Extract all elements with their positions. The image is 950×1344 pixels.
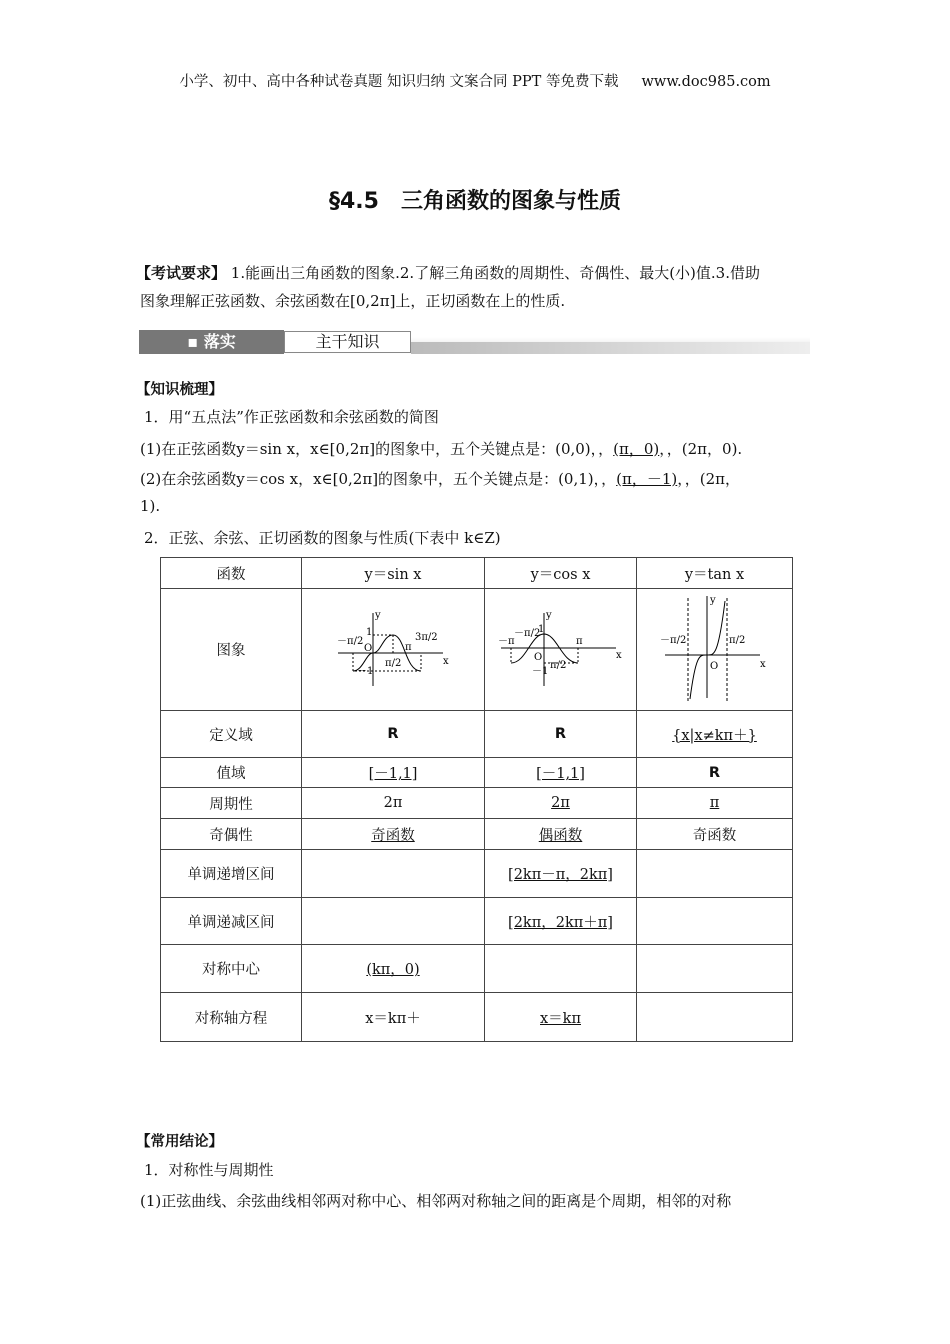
cell	[302, 758, 485, 788]
graph-label: 图象	[161, 589, 302, 711]
lbl: 1	[537, 623, 544, 635]
lbl: y	[375, 609, 381, 621]
properties-table	[160, 557, 793, 1042]
cos-points	[140, 468, 740, 489]
cell	[485, 819, 637, 850]
lbl: x	[443, 655, 449, 667]
section2-line1: (1)正弦曲线、余弦曲线相邻两对称中心、相邻两对称轴之间的距离是个周期，相邻的对称	[140, 1192, 732, 1210]
page-header	[0, 70, 950, 91]
cell-answer: [－1,1]	[536, 766, 585, 782]
cell	[637, 788, 793, 819]
answer: (π，0)	[613, 440, 660, 458]
cell: R	[637, 758, 793, 788]
lbl: y	[709, 594, 716, 606]
cell: 奇函数	[637, 819, 793, 850]
cell: 值域	[161, 758, 302, 788]
cell	[302, 850, 485, 898]
cell: 对称中心	[161, 945, 302, 993]
lbl: π/2	[728, 634, 745, 646]
lbl: 3π/2	[415, 631, 438, 643]
th: y＝sin x	[302, 558, 485, 589]
cos-graph-svg	[496, 608, 626, 688]
cell	[302, 945, 485, 993]
cell-answer: {x|x≠kπ＋}	[672, 727, 757, 744]
cell-answer: x＝kπ	[540, 1010, 581, 1027]
banner-bar	[411, 342, 810, 354]
sin-graph-svg	[333, 608, 453, 688]
cell: 单调递减区间	[161, 898, 302, 945]
sin-points	[140, 438, 742, 459]
t: y＝cos x，x∈[0,2π]的图象中，五个关键点是：(0,1)，，	[236, 470, 617, 488]
lbl: －π/2	[337, 635, 364, 647]
t: (1)在正弦函数	[140, 440, 237, 458]
cell	[302, 819, 485, 850]
cell: 定义域	[161, 711, 302, 758]
answer: (π，－1)	[616, 470, 678, 488]
cell	[485, 850, 637, 898]
cell	[637, 898, 793, 945]
lbl: π/2	[385, 657, 402, 669]
item1: 1．用“五点法”作正弦函数和余弦函数的简图	[144, 408, 439, 426]
cell	[485, 898, 637, 945]
th: y＝cos x	[485, 558, 637, 589]
header-url: www.doc985.com	[641, 74, 771, 90]
tan-graph	[637, 589, 793, 711]
cell	[637, 945, 793, 993]
cell-answer: 2π	[551, 795, 570, 811]
section2-label: 【常用结论】	[136, 1134, 223, 1150]
requirements-line1: 1.能画出三角函数的图象.2.了解三角函数的周期性、奇偶性、最大(小)值.3.借助	[230, 264, 760, 282]
cell: 奇偶性	[161, 819, 302, 850]
lbl: －1	[357, 665, 374, 677]
cell: 2π	[302, 788, 485, 819]
lbl: x	[615, 649, 622, 661]
lbl: －π/2	[513, 627, 540, 639]
section1-label: 【知识梳理】	[136, 382, 223, 398]
lbl: x	[759, 658, 766, 670]
lbl: y	[545, 609, 552, 621]
t: ，，(2π，0).	[659, 440, 743, 458]
section2-item1: 1．对称性与周期性	[144, 1161, 274, 1179]
lbl: O	[364, 642, 373, 654]
cell	[637, 711, 793, 758]
lbl: π	[575, 635, 583, 647]
requirements	[136, 262, 760, 283]
lbl: －1	[531, 665, 548, 677]
cell-answer: π	[709, 795, 720, 811]
cell	[485, 993, 637, 1042]
cell-answer: (kπ，0)	[366, 962, 420, 978]
th: 函数	[161, 558, 302, 589]
banner-left: ▪ 落实	[139, 330, 284, 354]
cell-answer: 奇函数	[371, 827, 415, 844]
cell	[637, 850, 793, 898]
t: (2)在余弦函数	[140, 470, 237, 488]
cell: x＝kπ＋	[302, 993, 485, 1042]
cell	[485, 945, 637, 993]
lbl: 1	[366, 626, 373, 638]
page-title: §4.5 三角函数的图象与性质	[329, 189, 621, 214]
requirements-line2: 图象理解正弦函数、余弦函数在[0,2π]上，正切函数在上的性质.	[140, 292, 566, 310]
cell: 周期性	[161, 788, 302, 819]
lbl: －π/2	[659, 634, 686, 646]
tan-graph-svg	[660, 593, 770, 703]
cell	[302, 898, 485, 945]
cell-answer: 偶函数	[538, 827, 583, 844]
lbl: O	[709, 660, 718, 672]
cos-graph	[485, 589, 637, 711]
lbl: －π	[497, 635, 515, 647]
requirements-label: 【考试要求】	[136, 264, 227, 282]
cell	[485, 758, 637, 788]
header-text: 小学、初中、高中各种试卷真题 知识归纳 文案合同 PPT 等免费下载	[179, 74, 619, 90]
cell	[485, 788, 637, 819]
cell	[637, 993, 793, 1042]
cell-answer: [2kπ－π，2kπ]	[508, 867, 613, 883]
cell: R	[485, 711, 637, 758]
section-banner	[139, 330, 810, 354]
lbl: O	[533, 651, 542, 663]
cos-points-cont: 1).	[140, 497, 161, 515]
cell: R	[302, 711, 485, 758]
item2: 2．正弦、余弦、正切函数的图象与性质(下表中 k∈Z)	[144, 529, 501, 547]
banner-right: 主干知识	[284, 331, 411, 353]
cell: 单调递增区间	[161, 850, 302, 898]
cell: 对称轴方程	[161, 993, 302, 1042]
lbl: π/2	[549, 659, 566, 671]
cell-answer: [2kπ，2kπ＋π]	[508, 914, 613, 931]
t: y＝sin x，x∈[0,2π]的图象中，五个关键点是：(0,0)，，	[236, 440, 614, 458]
lbl: π	[405, 641, 412, 653]
t: ，，(2π，	[677, 470, 740, 488]
cell-answer: [－1,1]	[368, 766, 418, 782]
th: y＝tan x	[637, 558, 793, 589]
sin-graph	[302, 589, 485, 711]
